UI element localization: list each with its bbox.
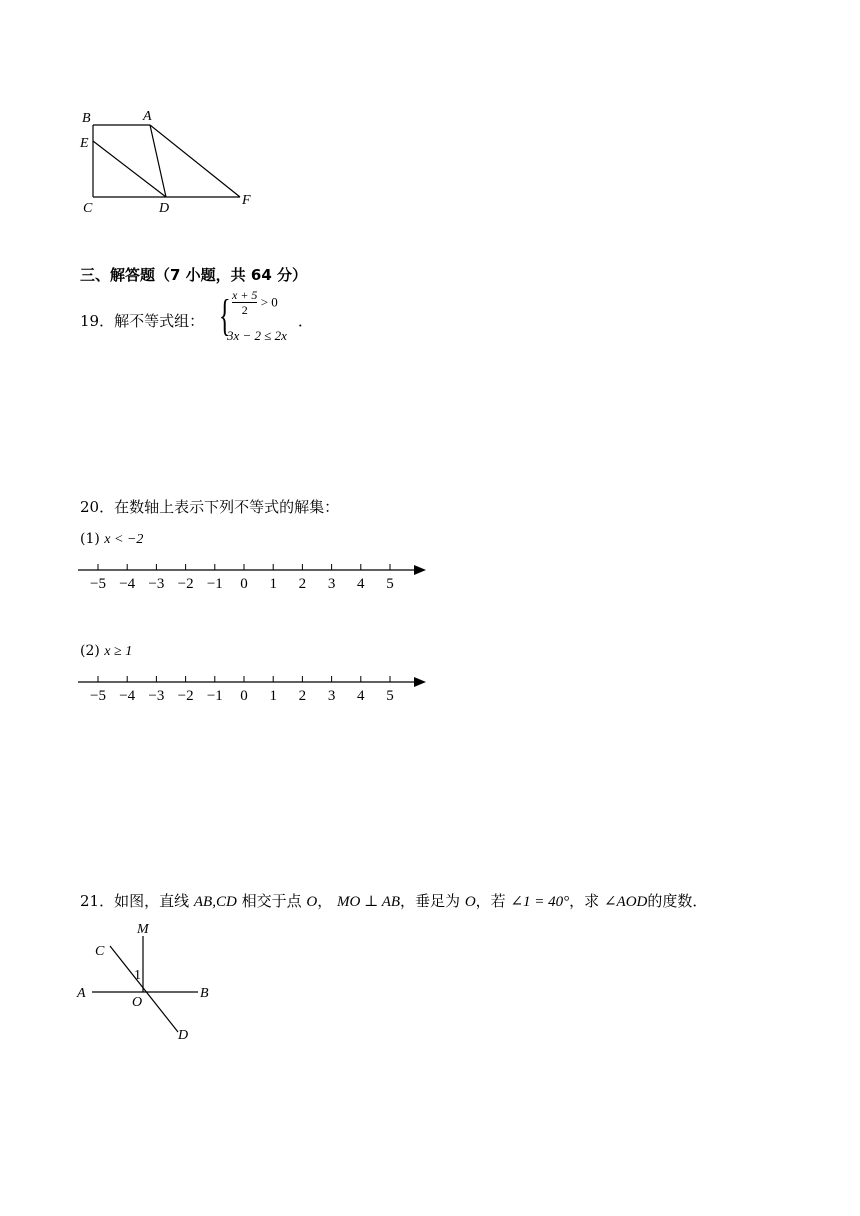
q21-math-o: O bbox=[306, 894, 318, 910]
system-brace: { bbox=[219, 291, 231, 340]
tick-label: −3 bbox=[148, 576, 165, 592]
q19-end: ． bbox=[298, 312, 314, 330]
q21-text-1: 如图，直线 bbox=[114, 892, 190, 910]
q19-frac-denominator: 2 bbox=[241, 303, 248, 317]
q20-part2-inequality: x ≥ 1 bbox=[104, 644, 133, 659]
tick-label: −2 bbox=[177, 576, 194, 592]
tick-label: 5 bbox=[386, 576, 394, 592]
q21-number: 21． bbox=[80, 892, 115, 910]
q21-text-2: 相交于点 bbox=[241, 892, 302, 910]
section-heading: 三、解答题（7 小题，共 64 分） bbox=[80, 266, 307, 284]
tick-label: 4 bbox=[357, 688, 365, 704]
q20-part1 bbox=[80, 531, 143, 548]
tick-label: 2 bbox=[298, 688, 307, 704]
label-d: D bbox=[178, 1028, 189, 1043]
q19-text: 解不等式组： bbox=[114, 312, 205, 330]
label-angle-1: 1 bbox=[134, 968, 141, 983]
tick-label: −5 bbox=[90, 688, 106, 704]
number-line-2[interactable] bbox=[70, 670, 440, 706]
q21-math-ab-cd: AB,CD bbox=[193, 894, 237, 910]
q19-frac-numerator: x + 5 bbox=[232, 288, 258, 302]
tick-label: −1 bbox=[206, 688, 223, 704]
tick-label: −4 bbox=[119, 576, 136, 592]
tick-label: −3 bbox=[148, 688, 165, 704]
tick-label: 1 bbox=[269, 576, 277, 592]
tick-label: 0 bbox=[240, 688, 248, 704]
q20-text: 在数轴上表示下列不等式的解集： bbox=[114, 498, 340, 516]
q20-part2-label: (2) bbox=[80, 643, 100, 659]
arrow-right-icon bbox=[414, 677, 426, 687]
label-f: F bbox=[242, 193, 251, 208]
label-a: A bbox=[77, 986, 86, 1001]
tick-label: 0 bbox=[240, 576, 248, 592]
label-d: D bbox=[159, 201, 170, 216]
tick-label: −5 bbox=[90, 576, 106, 592]
label-c: C bbox=[95, 944, 105, 959]
q21-text-7: 的度数． bbox=[647, 892, 708, 910]
line-cd bbox=[110, 946, 178, 1032]
q19-ineq1-rest: > 0 bbox=[260, 294, 278, 310]
q19-prompt bbox=[80, 310, 204, 331]
tick-label: 3 bbox=[327, 576, 336, 592]
q20-number: 20． bbox=[80, 498, 115, 516]
tick-label: 5 bbox=[386, 688, 394, 704]
q21-prompt bbox=[80, 890, 707, 911]
q19-inequality-2: 3x − 2 ≤ 2x bbox=[227, 328, 287, 343]
q20-part1-inequality: x < −2 bbox=[104, 532, 144, 547]
tick-label: −1 bbox=[206, 576, 223, 592]
tick-label: −2 bbox=[177, 688, 194, 704]
q21-text-6: ，求 bbox=[569, 892, 600, 910]
label-b: B bbox=[82, 111, 91, 126]
q19-fraction bbox=[232, 288, 257, 317]
q21-math-o2: O bbox=[464, 894, 476, 910]
q20-prompt bbox=[80, 496, 339, 517]
label-a: A bbox=[143, 109, 152, 124]
q21-text-3: ， bbox=[317, 892, 333, 910]
label-e: E bbox=[80, 136, 89, 151]
tick-label: 1 bbox=[269, 688, 277, 704]
q21-math-angle-aod: ∠AOD bbox=[603, 894, 648, 910]
label-o: O bbox=[132, 995, 143, 1010]
number-line-1[interactable] bbox=[70, 558, 440, 594]
q20-part1-label: (1) bbox=[80, 531, 100, 547]
figure-intersecting-lines bbox=[70, 918, 230, 1048]
q19-number: 19． bbox=[80, 312, 115, 330]
label-m: M bbox=[137, 922, 149, 937]
q21-math-perp: MO ⊥ AB bbox=[337, 894, 401, 910]
arrow-right-icon bbox=[414, 565, 426, 575]
label-c: C bbox=[83, 201, 93, 216]
tick-label: −4 bbox=[119, 688, 136, 704]
figure-quadrilateral bbox=[70, 100, 270, 225]
q19-inequality-1 bbox=[232, 288, 278, 317]
q20-part2 bbox=[80, 643, 132, 660]
tick-label: 3 bbox=[327, 688, 336, 704]
q21-text-5: ，若 bbox=[475, 892, 506, 910]
q21-text-4: ，垂足为 bbox=[400, 892, 461, 910]
label-b: B bbox=[200, 986, 209, 1001]
tick-label: 4 bbox=[357, 576, 365, 592]
q21-math-angle1: ∠1 = 40° bbox=[510, 894, 570, 910]
tick-label: 2 bbox=[298, 576, 307, 592]
